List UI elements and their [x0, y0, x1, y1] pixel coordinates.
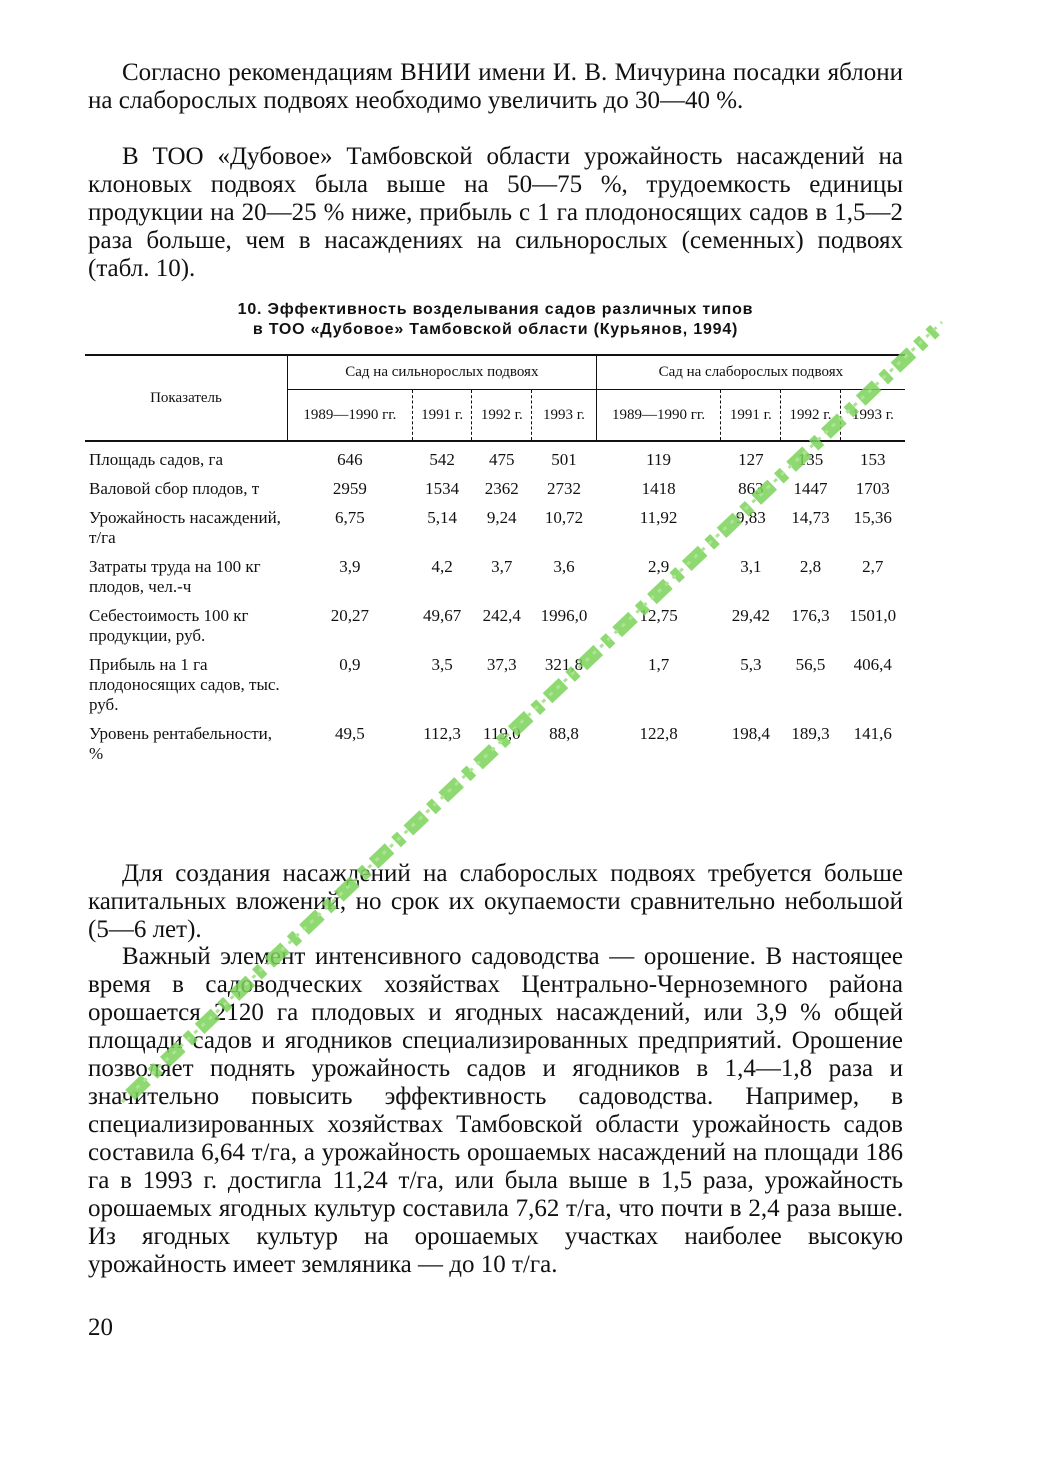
- table-caption-line-2: в ТОО «Дубовое» Тамбовской области (Курьянов, 1994): [252, 321, 739, 338]
- table-cell: 1996,0: [540, 606, 588, 625]
- table-cell: 2,8: [799, 557, 822, 576]
- table-cell: 5,3: [740, 655, 762, 674]
- table-cell: 153: [859, 450, 886, 469]
- table-cell: 37,3: [486, 655, 517, 674]
- table-cell: 198,4: [731, 724, 770, 743]
- table-cell: 112,3: [423, 724, 461, 743]
- table-row: [85, 557, 905, 606]
- group-header-dwarf: Сад на слаборослых подвоях: [596, 355, 905, 390]
- table-row: [85, 606, 905, 655]
- table-cell: 119,0: [482, 724, 521, 743]
- table-cell: 1703: [855, 479, 890, 498]
- table-cell: 176,3: [791, 606, 830, 625]
- table-cell: 4,2: [431, 557, 453, 576]
- table-cell: 242,4: [482, 606, 521, 625]
- row-label: Урожайность насаждений, т/га: [89, 508, 281, 547]
- table-cell: 14,73: [791, 508, 830, 527]
- table-cell: 141,6: [853, 724, 892, 743]
- table-cell: 542: [429, 450, 455, 469]
- table-cell: 3,7: [491, 557, 513, 576]
- table-cell: 1534: [425, 479, 460, 498]
- table-row: [85, 655, 905, 724]
- table-cell: 12,75: [639, 606, 678, 625]
- table-cell: 11,92: [639, 508, 678, 527]
- table-row: [85, 479, 905, 508]
- table-cell: 1,7: [647, 655, 670, 674]
- table-cell: 0,9: [339, 655, 361, 674]
- year-header: 1992 г.: [472, 390, 532, 442]
- table-cell: 29,42: [731, 606, 770, 625]
- table-cell: 127: [738, 450, 764, 469]
- efficiency-table: [85, 354, 905, 773]
- row-label: Себестоимость 100 кг продукции, руб.: [89, 606, 249, 645]
- row-label: Валовой сбор плодов, т: [89, 479, 260, 498]
- table-cell: 15,36: [853, 508, 892, 527]
- row-label: Затраты труда на 100 кг плодов, чел.-ч: [89, 557, 261, 596]
- indicator-header: Показатель: [85, 355, 288, 441]
- row-label: Площадь садов, га: [89, 450, 224, 469]
- table-cell: 863: [738, 479, 764, 498]
- table-cell: 1418: [641, 479, 676, 498]
- table-cell: 189,3: [791, 724, 830, 743]
- table-cell: 501: [551, 450, 577, 469]
- paragraph-investment: Для создания насаждений на слаборослых подвоях требуется больше капитальных вложений, но срок их окупаемости сравнительно небольшой (5—6 лет).: [88, 860, 903, 943]
- table-cell: 5,14: [427, 508, 457, 527]
- page-number: 20: [88, 1314, 113, 1341]
- table-cell: 88,8: [549, 724, 579, 743]
- paragraph-dubovoe-results: В ТОО «Дубовое» Тамбовской области урожайность насаждений на клоновых подвоях была выше на 50—75 %, трудоемкость единицы продукции на 20—25 % ниже, прибыль с 1 га плодоносящих садов в 1,5—2 раза больше, чем в насаждениях на сильнорослых (семенных) подвоях (табл. 10).: [88, 143, 903, 282]
- year-header: 1989—1990 гг.: [596, 390, 721, 442]
- table-cell: 406,4: [853, 655, 892, 674]
- table-cell: 2732: [546, 479, 581, 498]
- row-label: Прибыль на 1 га плодоносящих садов, тыс. руб.: [89, 655, 280, 714]
- table-cell: 56,5: [795, 655, 826, 674]
- table-cell: 3,9: [339, 557, 361, 576]
- table-caption-line-1: 10. Эффективность возделывания садов различных типов: [237, 301, 754, 318]
- group-header-vigorous: Сад на сильнорослых подвоях: [288, 355, 597, 390]
- table-cell: 49,67: [422, 606, 462, 625]
- year-header: 1989—1990 гг.: [288, 390, 413, 442]
- table-cell: 10,72: [544, 508, 584, 527]
- table-cell: 9,83: [735, 508, 766, 527]
- table-cell: 49,5: [335, 724, 365, 743]
- table-caption: [88, 300, 903, 340]
- table-cell: 119: [646, 450, 672, 469]
- year-header: 1993 г.: [532, 390, 597, 442]
- table-cell: 2,9: [647, 557, 670, 576]
- table-row: [85, 508, 905, 557]
- table-cell: 3,6: [553, 557, 575, 576]
- table-cell: 3,5: [431, 655, 453, 674]
- table-cell: 3,1: [740, 557, 762, 576]
- table-cell: 646: [337, 450, 363, 469]
- table-cell: 2,7: [862, 557, 884, 576]
- table-cell: 1501,0: [849, 606, 897, 625]
- paragraph-recommendations: Согласно рекомендациям ВНИИ имени И. В. Мичурина посадки яблони на слаборослых подвоях необходимо увеличить до 30—40 %.: [88, 59, 903, 114]
- table-cell: 20,27: [330, 606, 369, 625]
- row-label: Уровень рентабельности, %: [89, 724, 272, 763]
- year-header: 1991 г.: [412, 390, 472, 442]
- year-header: 1992 г.: [781, 390, 841, 442]
- table-row: [85, 724, 905, 773]
- table-cell: 6,75: [335, 508, 365, 527]
- table-cell: 475: [489, 450, 515, 469]
- year-header: 1993 г.: [840, 390, 905, 442]
- table-cell: 2959: [332, 479, 367, 498]
- table-cell: 135: [797, 450, 824, 469]
- table-cell: 9,24: [486, 508, 517, 527]
- table-cell: 1447: [793, 479, 828, 498]
- year-header: 1991 г.: [721, 390, 781, 442]
- table-cell: 2362: [484, 479, 519, 498]
- paragraph-irrigation: Важный элемент интенсивного садоводства — орошение. В настоящее время в садоводческих хозяйствах Центрально-Черноземного района орошается 2120 га плодовых и ягодных насаждений, или 3,9 % общей площади садов и ягодников специализированных предприятий. Орошение позволяет поднять урожайность садов и ягодников в 1,4—1,8 раза и значительно повысить эффективность садоводства. Например, в специализированных хозяйствах Тамбовской области урожайность садов составила 6,64 т/га, а урожайность орошаемых насаждений на площади 186 га в 1993 г. достигла 11,24 т/га, или была выше в 1,5 раза, урожайность орошаемых ягодных культур составила 7,62 т/га, что почти в 2,4 раза выше. Из ягодных культур на орошаемых участках наиболее высокую урожайность имеет земляника — до 10 т/га.: [88, 943, 903, 1278]
- table-cell: 122,8: [639, 724, 678, 743]
- table-cell: 321,8: [544, 655, 584, 674]
- table-row: [85, 441, 905, 479]
